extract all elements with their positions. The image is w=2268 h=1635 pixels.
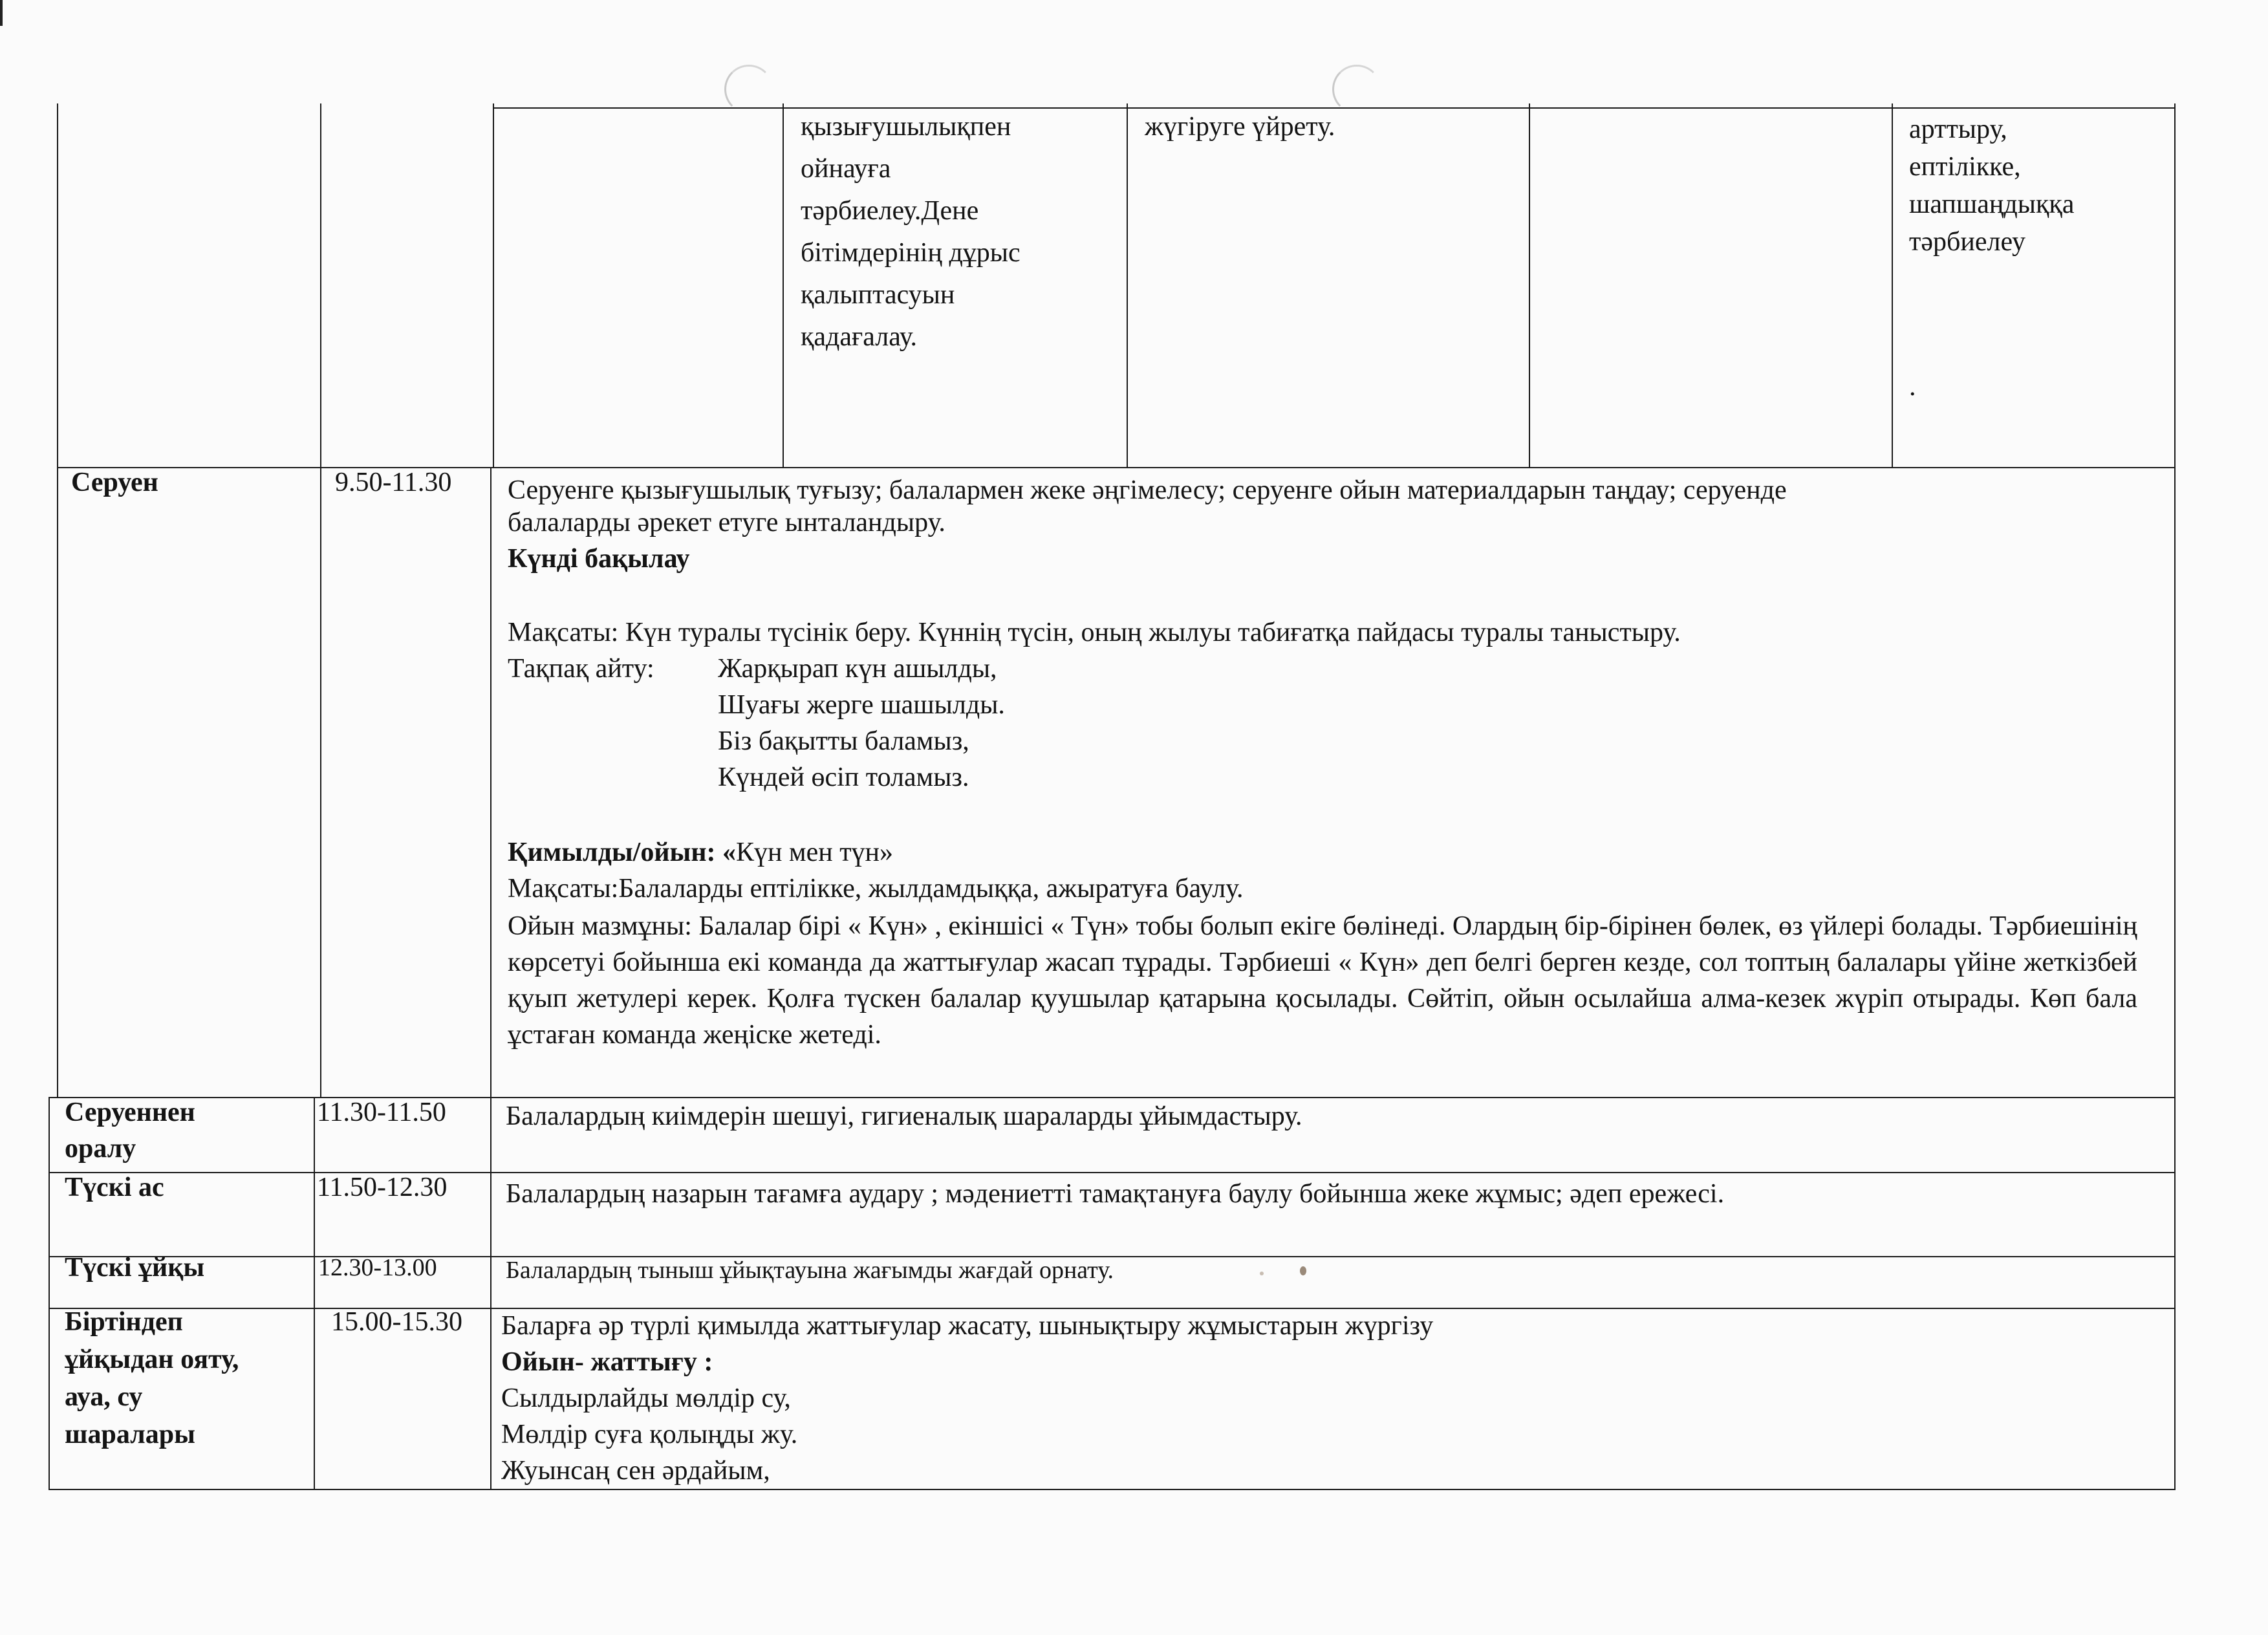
punch-hole-left [724, 65, 773, 114]
section-subtitle: Күнді бақылау [508, 544, 690, 574]
verse-line: Сылдырлайды мөлдір су, [501, 1383, 791, 1413]
poem-line: Күндей өсіп толамыз. [718, 763, 969, 792]
row-time: 11.30-11.50 [317, 1098, 446, 1127]
punch-hole-right [1332, 65, 1381, 114]
row-text: Балалардың назарын тағамға аудару ; мәдениетті тамақтануға баулу бойынша жеке жұмыс; әдеп ережесі. [506, 1179, 1725, 1209]
row-label: Түскі ас [65, 1173, 164, 1202]
intro-line: балаларды әрекет етуге ынталандыру. [508, 508, 945, 537]
game-name: Күн мен түн» [736, 838, 894, 867]
row-label: шаралары [65, 1420, 195, 1449]
col7-line: ептілікке, [1909, 152, 2021, 182]
game-title [508, 834, 893, 871]
col5-line: жүгіруге үйрету. [1145, 112, 1335, 142]
scan-edge-mark [0, 0, 3, 26]
col7-dot: . [1909, 372, 1916, 402]
col4-line: тәрбиелеу.Дене [801, 196, 979, 226]
row-time: 11.50-12.30 [317, 1173, 448, 1202]
game-content: Ойын мазмұны: Балалар бірі « Күн» , екіншісі « Түн» тобы болып екіге бөлінеді. Олардың бір-бірінен бөлек, өз үйлері болады. Тәрбиешінің көрсетуі бойынша екі команда да жаттығулар жасап тұрады. Тәрбиеші « Күн» деп белгі берген кезде, сол топтың балалары үйіне жеткізбей қуып жетулері керек. Қолға түскен балалар қуушылар қатарына қосылады. Сөйтіп, ойын осылайша алма-кезек жүріп отырады. Көп бала ұстаған команда жеңіске жетеді. [508, 911, 2137, 1050]
col4-line: ойнауға [801, 154, 891, 184]
col7-line: тәрбиелеу [1909, 227, 2026, 257]
col4-line: қалыптасуын [801, 280, 955, 310]
row-label: Түскі ұйқы [65, 1253, 205, 1283]
game-label: Қимылды/ойын: « [508, 838, 737, 867]
row-label: Серуен [71, 468, 158, 497]
goal-text: Мақсаты: Күн туралы түсінік беру. Күннің түсін, оның жылуы табиғатқа пайдасы туралы таныстыру. [508, 618, 1681, 647]
verse-line: Жуынсаң сен әрдайым, [501, 1456, 770, 1486]
row-label: Біртіндеп [65, 1307, 183, 1337]
row-label: ұйқыдан ояту, [65, 1345, 239, 1374]
game-goal: Мақсаты:Балаларды ептілікке, жылдамдыққа, ажыратуға баулу. [508, 874, 1244, 904]
col4-line: қызығушылықпен [801, 112, 1011, 142]
row-text: Балалардың тыныш ұйықтауына жағымды жағдай орнату. [506, 1257, 1114, 1284]
scan-speck [1300, 1266, 1306, 1275]
section-subtitle: Ойын- жаттығу : [501, 1347, 713, 1377]
poem-label: Тақпақ айту: [508, 654, 654, 684]
verse-line: Мөлдір суға қолыңды жу. [501, 1420, 798, 1449]
poem-line: Шуағы жерге шашылды. [718, 690, 1005, 720]
scan-speck [1260, 1272, 1264, 1275]
row-text: Баларға әр түрлі қимылда жаттығулар жасату, шынықтыру жұмыстарын жүргізу [501, 1311, 1434, 1341]
row-text: Балалардың киімдерін шешуі, гигиеналық шараларды ұйымдастыру. [506, 1101, 1302, 1131]
col4-line: бітімдерінің дұрыс [801, 238, 1021, 268]
col7-line: шапшаңдыққа [1909, 189, 2075, 219]
row-label: ауа, су [65, 1382, 143, 1412]
poem-line: Жарқырап күн ашылды, [718, 654, 997, 684]
poem-line: Біз бақытты баламыз, [718, 726, 969, 756]
col7-line: арттыру, [1909, 114, 2007, 144]
row-time: 12.30-13.00 [318, 1254, 437, 1281]
col4-line: қадағалау. [801, 322, 918, 352]
intro-line: Серуенге қызығушылық туғызу; балалармен жеке әңгімелесу; серуенге ойын материалдарын таңдау; серуенде [508, 475, 1787, 505]
row-time: 15.00-15.30 [331, 1307, 462, 1337]
row-label: оралу [65, 1134, 136, 1164]
row-label: Серуеннен [65, 1098, 195, 1127]
row-time: 9.50-11.30 [335, 468, 452, 497]
